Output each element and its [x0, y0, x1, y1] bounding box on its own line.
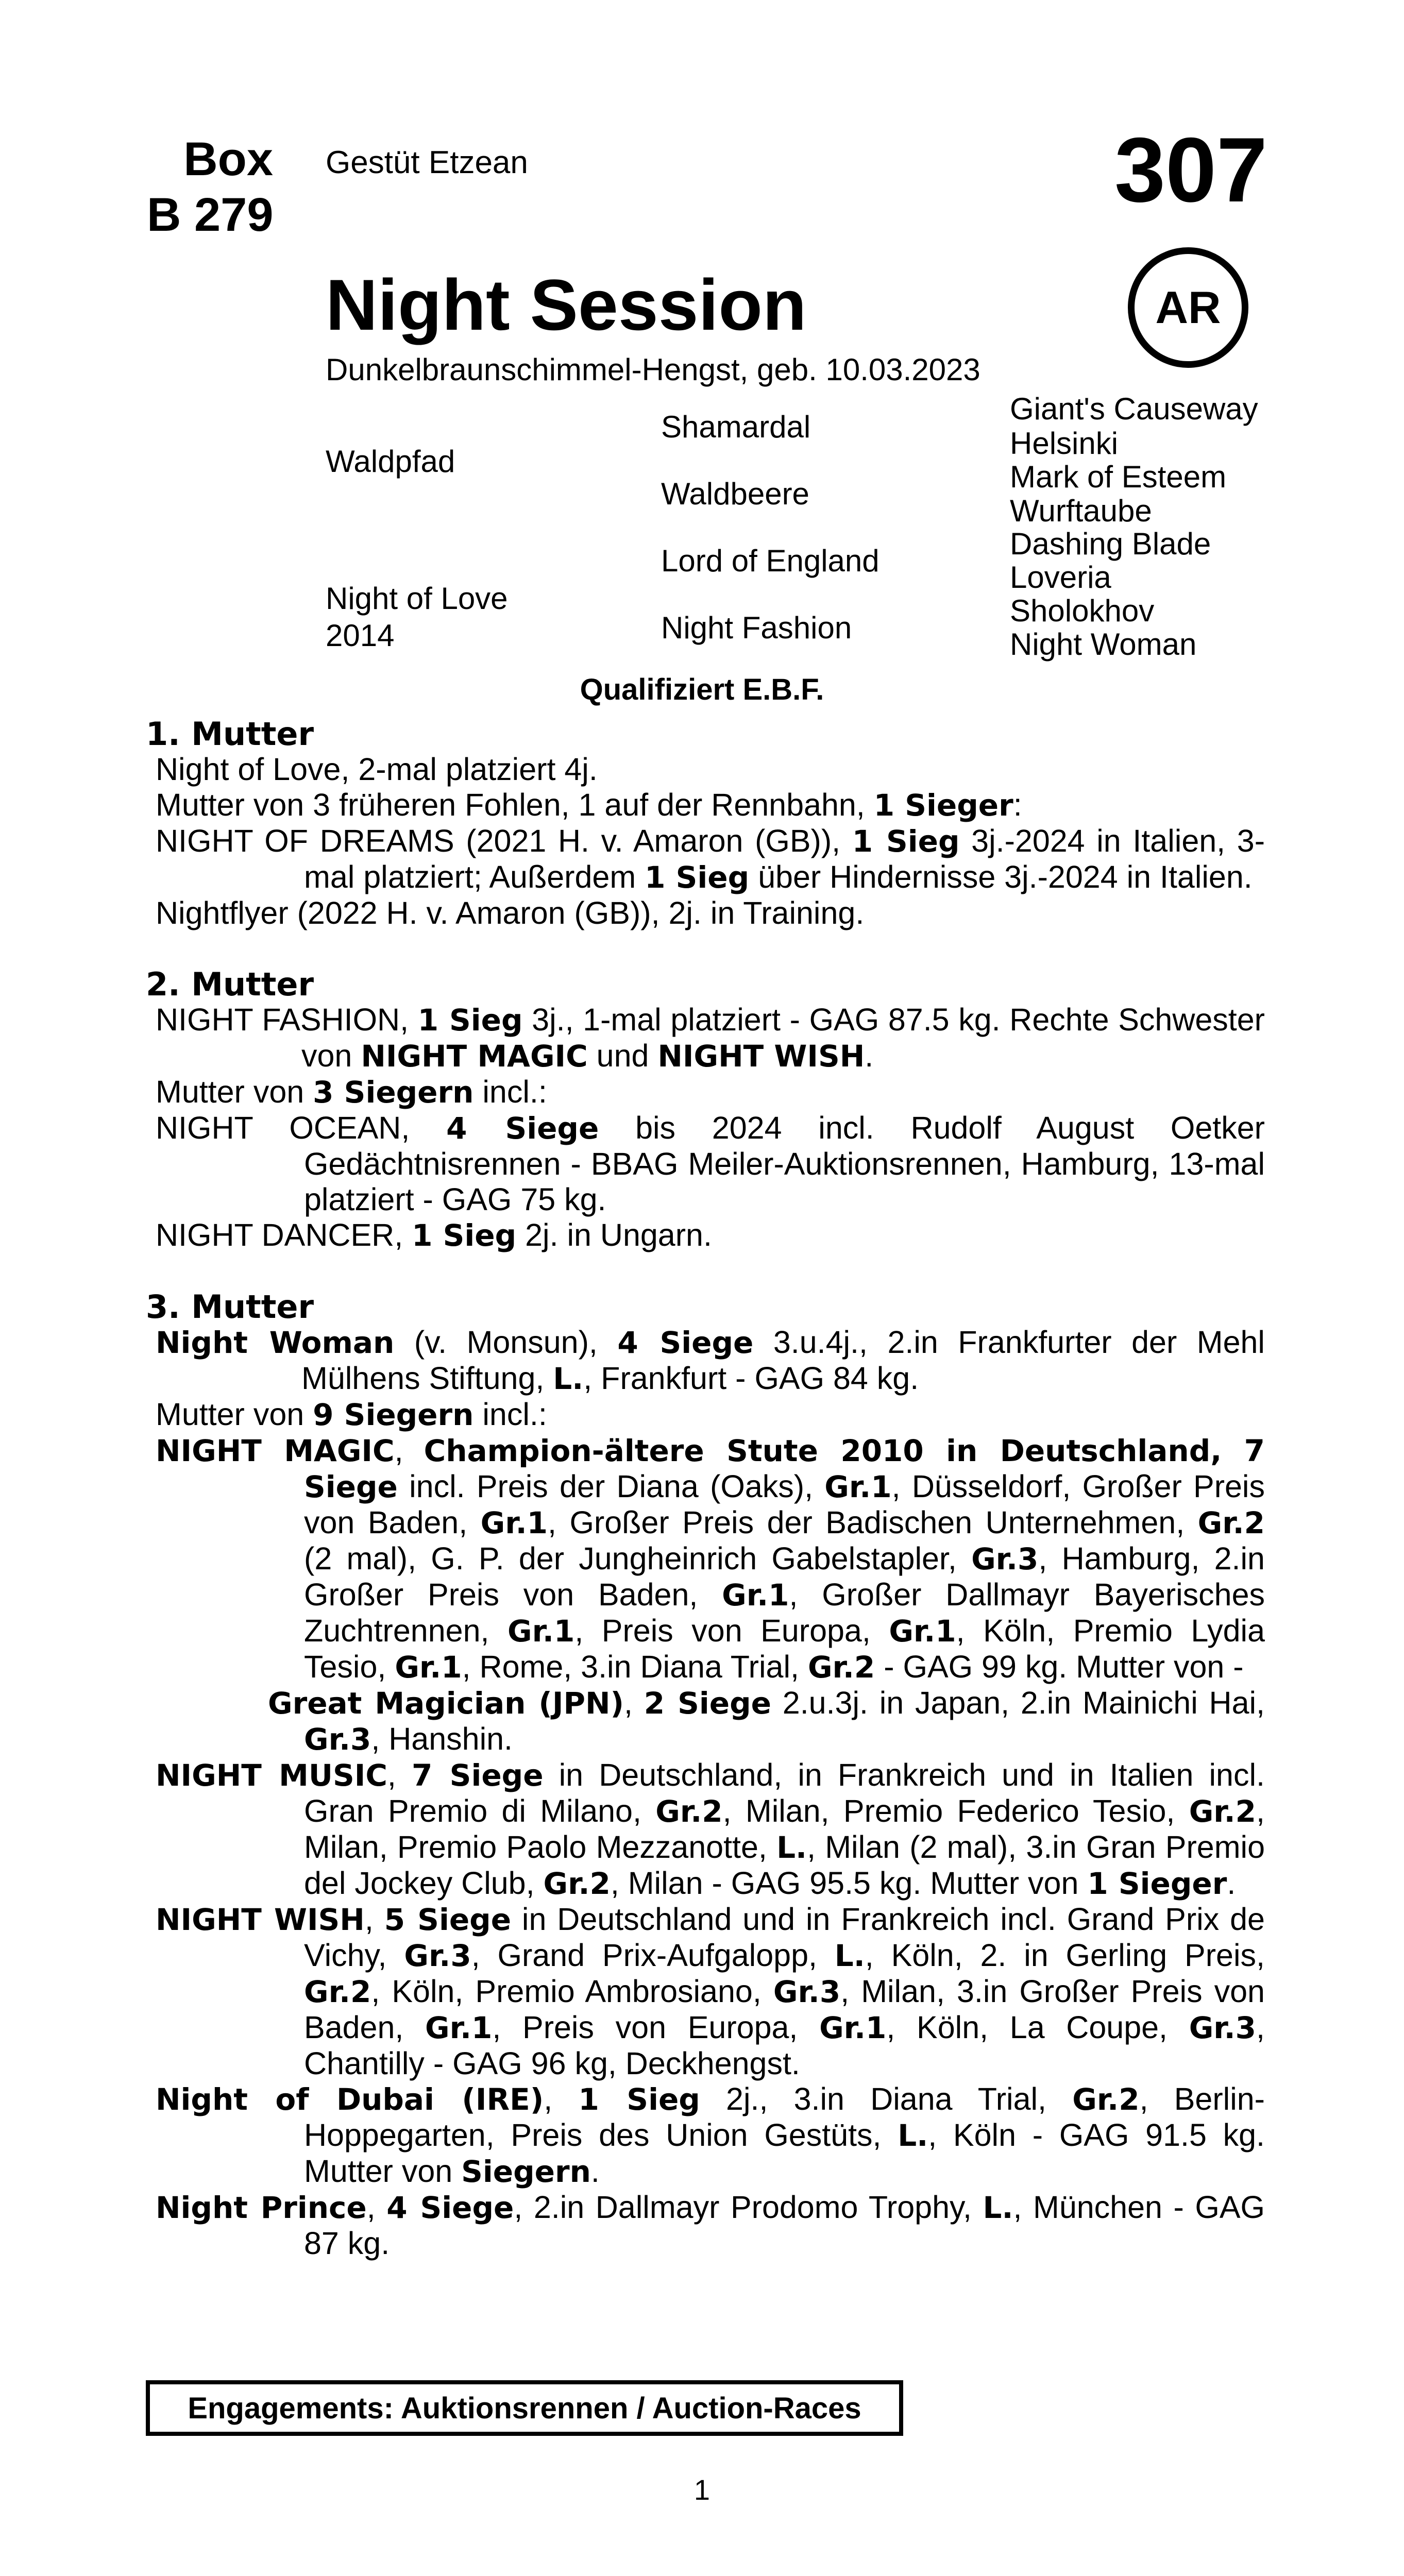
- ar-badge: AR: [1128, 247, 1248, 368]
- pedigree-ancestor: Loveria: [1010, 560, 1111, 595]
- section-title: 2. Mutter: [146, 965, 314, 1003]
- pedigree-dam: Night of Love: [326, 581, 508, 616]
- foal-entry: Nightflyer (2022 H. v. Amaron (GB)), 2j. in Training.: [156, 895, 865, 930]
- lot-number: 307: [1114, 118, 1267, 221]
- pedigree-text: [0, 716, 1404, 2261]
- dam-line: Night Woman (v. Monsun), 4 Siege 3.u.4j., 2.in Frankfurter der Mehl Mülhens Stiftung, L., Frankfurt - GAG 84 kg.: [156, 1325, 1265, 1396]
- foal-entry: NIGHT OF DREAMS (2021 H. v. Amaron (GB)), 1 Sieg 3j.-2024 in Italien, 3-mal platziert; Außerdem 1 Sieg über Hindernisse 3j.-2024 in Italien.: [156, 823, 1265, 895]
- pedigree-sire: Waldpfad: [326, 444, 455, 479]
- grandfoal-entry: Great Magician (JPN), 2 Siege 2.u.3j. in Japan, 2.in Mainichi Hai, Gr.3, Hanshin.: [268, 1685, 1265, 1757]
- horse-description: Dunkelbraunschimmel-Hengst, geb. 10.03.2023: [326, 352, 980, 387]
- breeder: Gestüt Etzean: [326, 145, 528, 180]
- pedigree-ancestor: Sholokhov: [1010, 594, 1155, 628]
- foal-entry-night-wish: NIGHT WISH, 5 Siege in Deutschland und in Frankreich incl. Grand Prix de Vichy, Gr.3, Grand Prix-Aufgalopp, L., Köln, 2. in Gerling Preis, Gr.2, Köln, Premio Ambrosiano, Gr.3, Milan, 3.in Großer Preis von Baden, Gr.1, Preis von Europa, Gr.1, Köln, La Coupe, Gr.3, Chantilly - GAG 96 kg, Deckhengst.: [156, 1902, 1265, 2081]
- produce-summary: Mutter von 9 Siegern incl.:: [156, 1397, 547, 1432]
- dam-line: Night of Love, 2-mal platziert 4j.: [156, 752, 598, 787]
- pedigree-grandsire: Shamardal: [661, 410, 811, 444]
- foal-entry-night-magic: NIGHT MAGIC, Champion-ältere Stute 2010 in Deutschland, 7 Siege incl. Preis der Diana (Oaks), Gr.1, Düsseldorf, Großer Preis von Baden, Gr.1, Großer Preis der Badischen Unternehmen, Gr.2 (2 mal), G. P. der Jungheinrich Gabelstapler, Gr.3, Hamburg, 2.in Großer Preis von Baden, Gr.1, Großer Dallmayr Bayerisches Zuchtrennen, Gr.1, Preis von Europa, Gr.1, Köln, Premio Lydia Tesio, Gr.1, Rome, 3.in Diana Trial, Gr.2 - GAG 99 kg. Mutter von -: [156, 1433, 1265, 1685]
- foal-entry: NIGHT OCEAN, 4 Siege bis 2024 incl. Rudolf August Oetker Gedächtnisrennen - BBAG Meiler-Auktionsrennen, Hamburg, 13-mal platziert - GAG 75 kg.: [156, 1110, 1265, 1217]
- pedigree-ancestor: Wurftaube: [1010, 494, 1152, 528]
- produce-summary: Mutter von 3 Siegern incl.:: [156, 1074, 547, 1110]
- pedigree-ancestor: Helsinki: [1010, 426, 1119, 461]
- produce-summary: Mutter von 3 früheren Fohlen, 1 auf der Rennbahn, 1 Sieger:: [156, 787, 1022, 823]
- foal-entry-night-of-dubai: Night of Dubai (IRE), 1 Sieg 2j., 3.in Diana Trial, Gr.2, Berlin-Hoppegarten, Preis des Union Gestüts, L., Köln - GAG 91.5 kg. Mutter von Siegern.: [156, 2081, 1265, 2189]
- horse-name: Night Session: [326, 264, 807, 345]
- pedigree-granddam: Night Fashion: [661, 611, 852, 645]
- foal-entry: NIGHT DANCER, 1 Sieg 2j. in Ungarn.: [156, 1217, 712, 1253]
- foal-entry-night-prince: Night Prince, 4 Siege, 2.in Dallmayr Prodomo Trophy, L., München - GAG 87 kg.: [156, 2190, 1265, 2261]
- pedigree-ancestor: Night Woman: [1010, 627, 1197, 662]
- foal-entry-night-music: NIGHT MUSIC, 7 Siege in Deutschland, in Frankreich und in Italien incl. Gran Premio di Milano, Gr.2, Milan, Premio Federico Tesio, Gr.2, Milan, Premio Paolo Mezzanotte, L., Milan (2 mal), 3.in Gran Premio del Jockey Club, Gr.2, Milan - GAG 95.5 kg. Mutter von 1 Sieger.: [156, 1757, 1265, 1901]
- pedigree-dam-year: 2014: [326, 618, 395, 653]
- box-number: B 279: [147, 189, 274, 241]
- dam-line: NIGHT FASHION, 1 Sieg 3j., 1-mal platziert - GAG 87.5 kg. Rechte Schwester von NIGHT MAGIC und NIGHT WISH.: [156, 1002, 1265, 1074]
- pedigree-grandsire: Lord of England: [661, 544, 879, 578]
- engagements-label: Engagements: Auktionsrennen / Auction-Races: [188, 2391, 861, 2425]
- pedigree-ancestor: Giant's Causeway: [1010, 392, 1258, 426]
- section-title: 1. Mutter: [146, 715, 314, 753]
- section-title: 3. Mutter: [146, 1288, 314, 1326]
- page-number: 1: [693, 2473, 711, 2506]
- engagements-box: [146, 2380, 903, 2436]
- pedigree-granddam: Waldbeere: [661, 477, 809, 511]
- pedigree-ancestor: Dashing Blade: [1010, 527, 1211, 561]
- qualification: Qualifiziert E.B.F.: [580, 673, 824, 706]
- pedigree-ancestor: Mark of Esteem: [1010, 460, 1227, 494]
- box-label: Box B 279: [147, 131, 273, 243]
